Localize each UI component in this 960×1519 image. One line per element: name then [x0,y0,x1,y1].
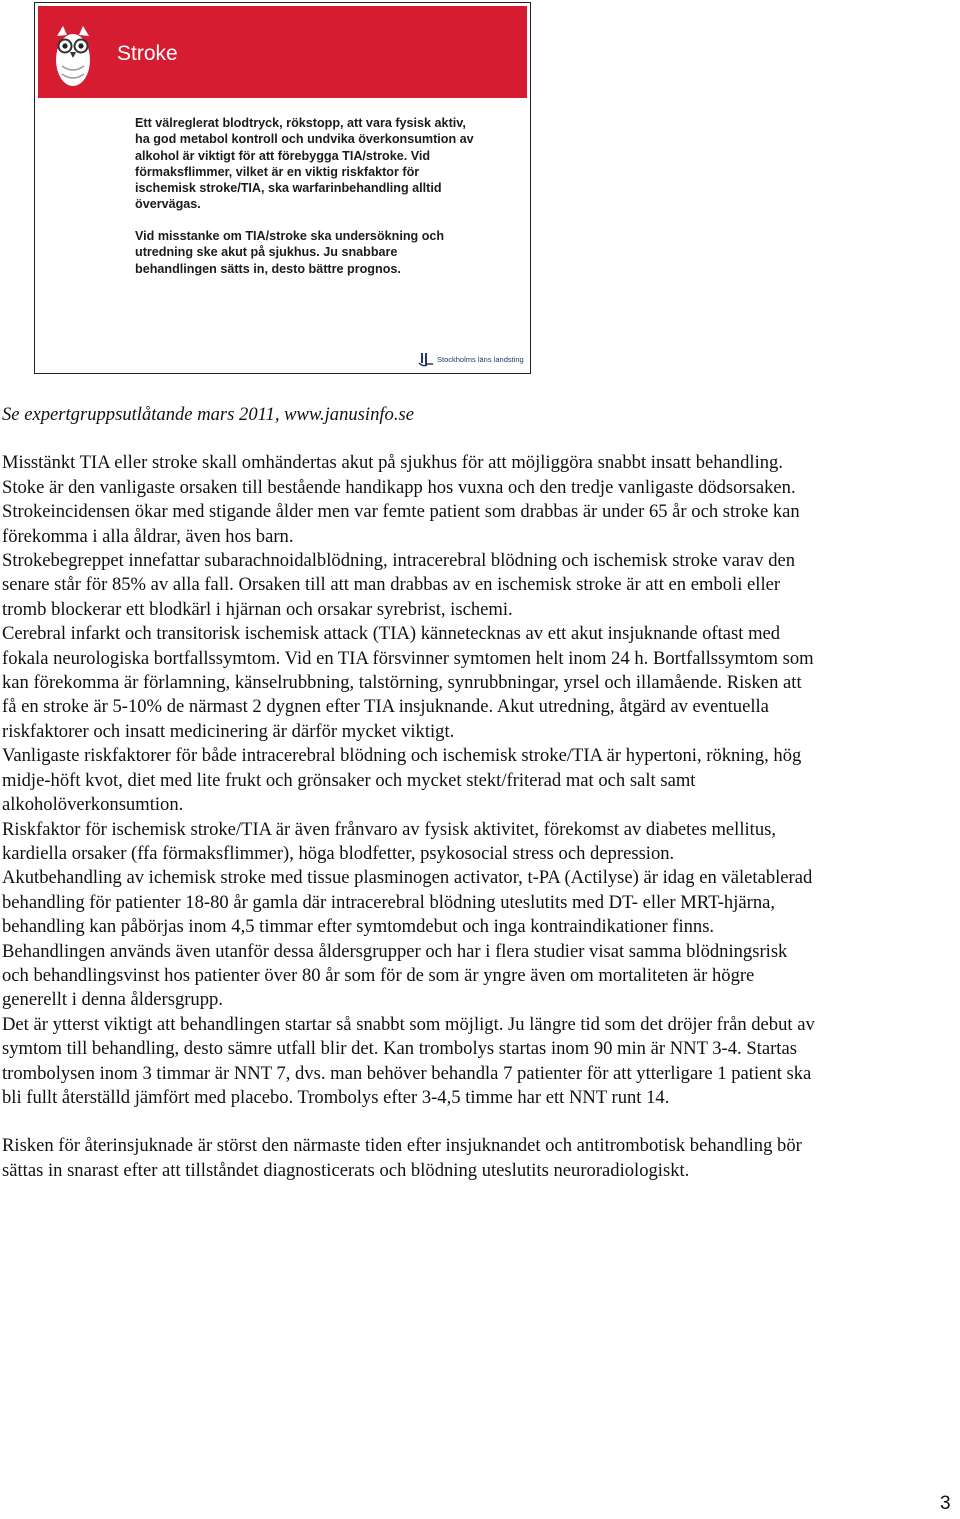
slide-paragraph-prevention: Ett välreglerat blodtryck, rökstopp, att vara fysisk aktiv, ha god metabol kontroll och undvika överkonsumtion av alkohol är viktigt för att förebygga TIA/stroke. Vid förmaksflimmer, vilket är en viktig riskfaktor för ischemisk stroke/TIA, ska warfarinbehandling alltid övervägas. [135,116,474,212]
slide-image [34,2,531,374]
paragraph-gap [2,427,817,451]
slide-title: Stroke [117,42,178,65]
source-reference: Se expertgruppsutlåtande mars 2011, www.janusinfo.se [2,404,414,425]
paragraph-stroke-types: Strokebegreppet innefattar subarachnoidalblödning, intracerebral blödning och ischemisk stroke varav den senare står för 85% av alla fall. Orsaken till att man drabbas av en ischemisk stroke är att en emboli eller tromb blockerar ett blodkärl i hjärnan och orsakar syrebrist, ischemi. [2,550,796,620]
paragraph-acute-treatment: Akutbehandling av ichemisk stroke med tissue plasminogen activator, t-PA (Actilyse) är idag en väletablerad behandling för patienter 18-80 år gamla där intracerebral blödning uteslutits med DT- eller MRT-hjärna, behandling kan påbörjas inom 4,5 timmar efter symtomdebut och inga kontraindikationer finns. Behandlingen används även utanför dessa åldersgrupper och har i flera studier visat samma blödningsrisk och behandlingsvinst hos patienter över 80 år som för de som är yngre även om mortaliteten är högre generellt i denna åldersgrupp. [2,867,813,1011]
paragraph-risk-factors: Vanligaste riskfaktorer för både intracerebral blödning och ischemisk stroke/TIA är hypertoni, rökning, hög midje-höft kvot, diet med lite frukt och grönsaker och mycket stekt/friterad mat och salt samt alkoholöverkonsumtion. [2,745,802,816]
paragraph-recurrence-risk: Risken för återinsjuknade är störst den närmaste tiden efter insjuknandet och antitrombotisk behandling bör sättas in snarast efter att tillståndet diagnosticerats och blödning uteslutits neuroradiologiskt. [2,1135,802,1181]
owl-logo-icon [50,22,96,88]
document-body [2,403,817,1183]
slide-banner [38,6,527,98]
sll-logo [418,351,524,367]
page-number: 3 [940,1493,951,1514]
paragraph-stroke-incidence: Stoke är den vanligaste orsaken till bestående handikapp hos vuxna och den tredje vanligaste dödsorsaken. Strokeincidensen ökar med stigande ålder men var femte patient som drabbas är under 65 år och stroke kan förekomma i alla åldrar, även hos barn. [2,476,800,547]
sll-logo-text: Stockholms läns landsting [437,354,524,364]
paragraph-tia-acute: Misstänkt TIA eller stroke skall omhändertas akut på sjukhus för att möjliggöra snabbt insatt behandling. [2,452,783,474]
paragraph-gap [2,1110,817,1134]
sll-logo-icon [418,351,434,367]
slide-paragraph-suspicion: Vid misstanke om TIA/stroke ska undersökning och utredning ske akut på sjukhus. Ju snabbare behandlingen sätts in, desto bättre prognos. [135,229,445,276]
paragraph-thrombolysis-timing: Det är ytterst viktigt att behandlingen startar så snabbt som möjligt. Ju längre tid som det dröjer från debut av symtom till behandling, desto sämre utfall blir det. Kan trombolys startas inom 90 min är NNT 3-4. Startas trombolysen inom 3 timmar är NNT 7, dvs. man behöver behandla 7 patienter för att ytterligare 1 patient ska bli fullt återställd jämfört med placebo. Trombolys efter 3-4,5 timme har ett NNT runt 14. [2,1013,815,1108]
paragraph-risk-factors-more: Riskfaktor för ischemisk stroke/TIA är även frånvaro av fysisk aktivitet, förekomst av diabetes mellitus, kardiella orsaker (ffa förmaksflimmer), höga blodfetter, psykosocial stress och depression. [2,818,777,864]
paragraph-tia-symptoms: Cerebral infarkt och transitorisk ischemisk attack (TIA) kännetecknas av ett akut insjuknande oftast med fokala neurologiska bortfallssymtom. Vid en TIA försvinner symtomen helt inom 24 h. Bortfallssymtom som kan förekomma är förlamning, känselrubbning, talstörning, synrubbningar, yrsel och illamående. Risken att få en stroke är 5-10% de närmast 2 dygnen efter TIA insjuknande. Akut utredning, åtgärd av eventuella riskfaktorer och insatt medicinering är därför mycket viktigt. [2,623,814,742]
